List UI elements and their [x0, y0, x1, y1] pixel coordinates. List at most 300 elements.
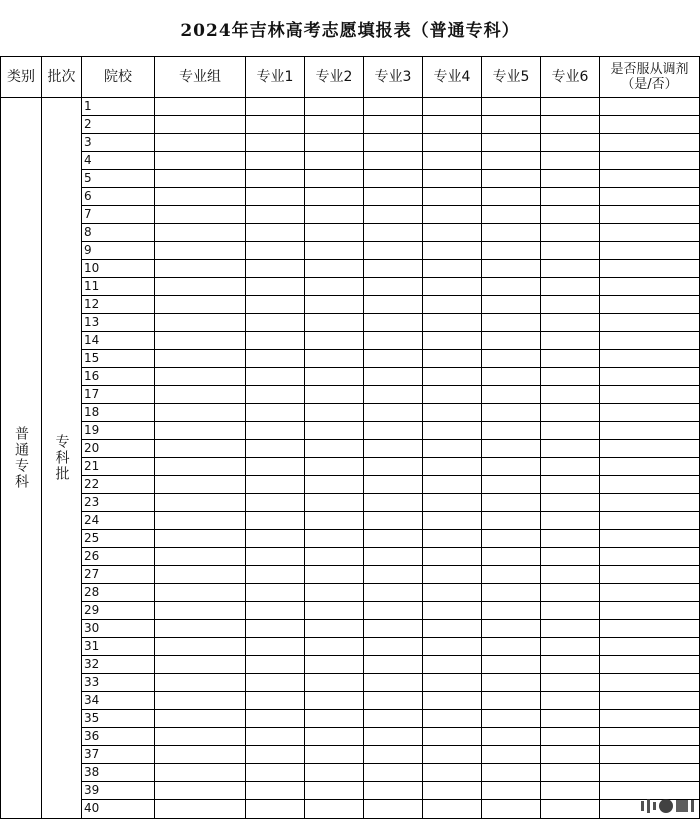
adjust-cell[interactable] [600, 170, 700, 188]
major5-cell[interactable] [482, 458, 541, 476]
adjust-cell[interactable] [600, 494, 700, 512]
school-cell[interactable] [82, 278, 155, 296]
major5-cell[interactable] [482, 674, 541, 692]
major4-cell[interactable] [423, 728, 482, 746]
major2-cell[interactable] [305, 656, 364, 674]
major4-cell[interactable] [423, 188, 482, 206]
major3-cell[interactable] [364, 332, 423, 350]
major1-cell[interactable] [246, 98, 305, 116]
major6-cell[interactable] [541, 314, 600, 332]
major3-cell[interactable] [364, 602, 423, 620]
major2-cell[interactable] [305, 782, 364, 800]
major3-cell[interactable] [364, 674, 423, 692]
major2-cell[interactable] [305, 494, 364, 512]
adjust-cell[interactable] [600, 638, 700, 656]
major2-cell[interactable] [305, 368, 364, 386]
major4-cell[interactable] [423, 98, 482, 116]
major3-cell[interactable] [364, 566, 423, 584]
major3-cell[interactable] [364, 368, 423, 386]
major1-cell[interactable] [246, 422, 305, 440]
major2-cell[interactable] [305, 548, 364, 566]
major6-cell[interactable] [541, 692, 600, 710]
school-cell[interactable] [82, 116, 155, 134]
major6-cell[interactable] [541, 404, 600, 422]
major6-cell[interactable] [541, 368, 600, 386]
major6-cell[interactable] [541, 386, 600, 404]
major1-cell[interactable] [246, 404, 305, 422]
adjust-cell[interactable] [600, 764, 700, 782]
major2-cell[interactable] [305, 188, 364, 206]
adjust-cell[interactable] [600, 404, 700, 422]
adjust-cell[interactable] [600, 584, 700, 602]
major3-cell[interactable] [364, 350, 423, 368]
major6-cell[interactable] [541, 278, 600, 296]
major5-cell[interactable] [482, 548, 541, 566]
major2-cell[interactable] [305, 116, 364, 134]
major-group-cell[interactable] [155, 764, 246, 782]
major3-cell[interactable] [364, 548, 423, 566]
major2-cell[interactable] [305, 314, 364, 332]
major5-cell[interactable] [482, 584, 541, 602]
school-cell[interactable] [82, 404, 155, 422]
major-group-cell[interactable] [155, 206, 246, 224]
school-cell[interactable] [82, 332, 155, 350]
major3-cell[interactable] [364, 404, 423, 422]
school-cell[interactable] [82, 368, 155, 386]
major5-cell[interactable] [482, 170, 541, 188]
major2-cell[interactable] [305, 332, 364, 350]
major5-cell[interactable] [482, 368, 541, 386]
major4-cell[interactable] [423, 638, 482, 656]
major5-cell[interactable] [482, 224, 541, 242]
major-group-cell[interactable] [155, 134, 246, 152]
major2-cell[interactable] [305, 728, 364, 746]
school-cell[interactable] [82, 350, 155, 368]
major3-cell[interactable] [364, 422, 423, 440]
major4-cell[interactable] [423, 260, 482, 278]
major1-cell[interactable] [246, 314, 305, 332]
major-group-cell[interactable] [155, 368, 246, 386]
major3-cell[interactable] [364, 314, 423, 332]
school-cell[interactable] [82, 206, 155, 224]
major4-cell[interactable] [423, 422, 482, 440]
major2-cell[interactable] [305, 386, 364, 404]
major5-cell[interactable] [482, 422, 541, 440]
school-cell[interactable] [82, 422, 155, 440]
major5-cell[interactable] [482, 152, 541, 170]
major2-cell[interactable] [305, 260, 364, 278]
major4-cell[interactable] [423, 152, 482, 170]
major4-cell[interactable] [423, 674, 482, 692]
major5-cell[interactable] [482, 602, 541, 620]
major-group-cell[interactable] [155, 782, 246, 800]
major4-cell[interactable] [423, 458, 482, 476]
school-cell[interactable] [82, 260, 155, 278]
major-group-cell[interactable] [155, 458, 246, 476]
major5-cell[interactable] [482, 782, 541, 800]
major1-cell[interactable] [246, 530, 305, 548]
major5-cell[interactable] [482, 656, 541, 674]
major5-cell[interactable] [482, 314, 541, 332]
major3-cell[interactable] [364, 638, 423, 656]
major-group-cell[interactable] [155, 620, 246, 638]
major1-cell[interactable] [246, 548, 305, 566]
major4-cell[interactable] [423, 746, 482, 764]
major5-cell[interactable] [482, 530, 541, 548]
major2-cell[interactable] [305, 350, 364, 368]
adjust-cell[interactable] [600, 602, 700, 620]
major2-cell[interactable] [305, 584, 364, 602]
major1-cell[interactable] [246, 170, 305, 188]
major2-cell[interactable] [305, 746, 364, 764]
major2-cell[interactable] [305, 638, 364, 656]
school-cell[interactable] [82, 476, 155, 494]
major6-cell[interactable] [541, 242, 600, 260]
major1-cell[interactable] [246, 350, 305, 368]
major2-cell[interactable] [305, 620, 364, 638]
major-group-cell[interactable] [155, 566, 246, 584]
major6-cell[interactable] [541, 638, 600, 656]
major5-cell[interactable] [482, 206, 541, 224]
major6-cell[interactable] [541, 224, 600, 242]
major5-cell[interactable] [482, 746, 541, 764]
major5-cell[interactable] [482, 620, 541, 638]
major3-cell[interactable] [364, 188, 423, 206]
major1-cell[interactable] [246, 710, 305, 728]
adjust-cell[interactable] [600, 98, 700, 116]
major5-cell[interactable] [482, 440, 541, 458]
major5-cell[interactable] [482, 710, 541, 728]
school-cell[interactable] [82, 224, 155, 242]
school-cell[interactable] [82, 458, 155, 476]
major6-cell[interactable] [541, 260, 600, 278]
major6-cell[interactable] [541, 620, 600, 638]
major2-cell[interactable] [305, 458, 364, 476]
major3-cell[interactable] [364, 710, 423, 728]
school-cell[interactable] [82, 98, 155, 116]
major3-cell[interactable] [364, 764, 423, 782]
major2-cell[interactable] [305, 224, 364, 242]
major4-cell[interactable] [423, 710, 482, 728]
school-cell[interactable] [82, 800, 155, 819]
major4-cell[interactable] [423, 782, 482, 800]
major3-cell[interactable] [364, 116, 423, 134]
major6-cell[interactable] [541, 98, 600, 116]
major1-cell[interactable] [246, 188, 305, 206]
major3-cell[interactable] [364, 296, 423, 314]
adjust-cell[interactable] [600, 656, 700, 674]
major3-cell[interactable] [364, 170, 423, 188]
adjust-cell[interactable] [600, 674, 700, 692]
major-group-cell[interactable] [155, 692, 246, 710]
major-group-cell[interactable] [155, 422, 246, 440]
major-group-cell[interactable] [155, 530, 246, 548]
adjust-cell[interactable] [600, 620, 700, 638]
major6-cell[interactable] [541, 458, 600, 476]
major6-cell[interactable] [541, 656, 600, 674]
adjust-cell[interactable] [600, 422, 700, 440]
major2-cell[interactable] [305, 674, 364, 692]
adjust-cell[interactable] [600, 692, 700, 710]
major3-cell[interactable] [364, 134, 423, 152]
major-group-cell[interactable] [155, 710, 246, 728]
major3-cell[interactable] [364, 152, 423, 170]
major5-cell[interactable] [482, 386, 541, 404]
major-group-cell[interactable] [155, 314, 246, 332]
major6-cell[interactable] [541, 188, 600, 206]
school-cell[interactable] [82, 638, 155, 656]
major3-cell[interactable] [364, 746, 423, 764]
adjust-cell[interactable] [600, 224, 700, 242]
major-group-cell[interactable] [155, 98, 246, 116]
adjust-cell[interactable] [600, 386, 700, 404]
major6-cell[interactable] [541, 494, 600, 512]
school-cell[interactable] [82, 530, 155, 548]
school-cell[interactable] [82, 170, 155, 188]
major-group-cell[interactable] [155, 188, 246, 206]
major-group-cell[interactable] [155, 512, 246, 530]
major3-cell[interactable] [364, 530, 423, 548]
school-cell[interactable] [82, 296, 155, 314]
major1-cell[interactable] [246, 602, 305, 620]
major2-cell[interactable] [305, 278, 364, 296]
school-cell[interactable] [82, 512, 155, 530]
adjust-cell[interactable] [600, 512, 700, 530]
major-group-cell[interactable] [155, 584, 246, 602]
major1-cell[interactable] [246, 638, 305, 656]
major4-cell[interactable] [423, 620, 482, 638]
major-group-cell[interactable] [155, 386, 246, 404]
major-group-cell[interactable] [155, 404, 246, 422]
major3-cell[interactable] [364, 386, 423, 404]
major4-cell[interactable] [423, 602, 482, 620]
major4-cell[interactable] [423, 566, 482, 584]
major1-cell[interactable] [246, 116, 305, 134]
major6-cell[interactable] [541, 530, 600, 548]
major3-cell[interactable] [364, 656, 423, 674]
major6-cell[interactable] [541, 602, 600, 620]
major6-cell[interactable] [541, 710, 600, 728]
adjust-cell[interactable] [600, 350, 700, 368]
major5-cell[interactable] [482, 116, 541, 134]
major1-cell[interactable] [246, 152, 305, 170]
major-group-cell[interactable] [155, 746, 246, 764]
major3-cell[interactable] [364, 476, 423, 494]
major-group-cell[interactable] [155, 674, 246, 692]
major5-cell[interactable] [482, 332, 541, 350]
major6-cell[interactable] [541, 728, 600, 746]
major6-cell[interactable] [541, 170, 600, 188]
major3-cell[interactable] [364, 242, 423, 260]
major3-cell[interactable] [364, 512, 423, 530]
adjust-cell[interactable] [600, 440, 700, 458]
major4-cell[interactable] [423, 386, 482, 404]
major2-cell[interactable] [305, 530, 364, 548]
major5-cell[interactable] [482, 296, 541, 314]
major3-cell[interactable] [364, 692, 423, 710]
major3-cell[interactable] [364, 98, 423, 116]
major6-cell[interactable] [541, 476, 600, 494]
major3-cell[interactable] [364, 782, 423, 800]
major6-cell[interactable] [541, 566, 600, 584]
major2-cell[interactable] [305, 692, 364, 710]
school-cell[interactable] [82, 242, 155, 260]
major1-cell[interactable] [246, 512, 305, 530]
adjust-cell[interactable] [600, 530, 700, 548]
major-group-cell[interactable] [155, 602, 246, 620]
school-cell[interactable] [82, 692, 155, 710]
major5-cell[interactable] [482, 512, 541, 530]
major-group-cell[interactable] [155, 440, 246, 458]
major6-cell[interactable] [541, 116, 600, 134]
major-group-cell[interactable] [155, 548, 246, 566]
school-cell[interactable] [82, 440, 155, 458]
adjust-cell[interactable] [600, 332, 700, 350]
major4-cell[interactable] [423, 512, 482, 530]
major5-cell[interactable] [482, 800, 541, 819]
adjust-cell[interactable] [600, 476, 700, 494]
major3-cell[interactable] [364, 206, 423, 224]
major2-cell[interactable] [305, 476, 364, 494]
major6-cell[interactable] [541, 332, 600, 350]
school-cell[interactable] [82, 494, 155, 512]
major1-cell[interactable] [246, 260, 305, 278]
major-group-cell[interactable] [155, 260, 246, 278]
major1-cell[interactable] [246, 242, 305, 260]
major2-cell[interactable] [305, 242, 364, 260]
major6-cell[interactable] [541, 206, 600, 224]
major-group-cell[interactable] [155, 656, 246, 674]
major4-cell[interactable] [423, 800, 482, 819]
school-cell[interactable] [82, 134, 155, 152]
major-group-cell[interactable] [155, 116, 246, 134]
major2-cell[interactable] [305, 206, 364, 224]
major5-cell[interactable] [482, 98, 541, 116]
adjust-cell[interactable] [600, 458, 700, 476]
major4-cell[interactable] [423, 296, 482, 314]
school-cell[interactable] [82, 386, 155, 404]
major4-cell[interactable] [423, 170, 482, 188]
major1-cell[interactable] [246, 584, 305, 602]
major1-cell[interactable] [246, 728, 305, 746]
school-cell[interactable] [82, 152, 155, 170]
adjust-cell[interactable] [600, 296, 700, 314]
adjust-cell[interactable] [600, 206, 700, 224]
major5-cell[interactable] [482, 692, 541, 710]
major-group-cell[interactable] [155, 494, 246, 512]
major4-cell[interactable] [423, 116, 482, 134]
major6-cell[interactable] [541, 152, 600, 170]
adjust-cell[interactable] [600, 242, 700, 260]
major1-cell[interactable] [246, 278, 305, 296]
school-cell[interactable] [82, 620, 155, 638]
major4-cell[interactable] [423, 548, 482, 566]
major1-cell[interactable] [246, 674, 305, 692]
major-group-cell[interactable] [155, 152, 246, 170]
major4-cell[interactable] [423, 692, 482, 710]
major2-cell[interactable] [305, 710, 364, 728]
adjust-cell[interactable] [600, 728, 700, 746]
major3-cell[interactable] [364, 440, 423, 458]
major5-cell[interactable] [482, 242, 541, 260]
major4-cell[interactable] [423, 530, 482, 548]
major6-cell[interactable] [541, 296, 600, 314]
major3-cell[interactable] [364, 800, 423, 819]
major1-cell[interactable] [246, 566, 305, 584]
major2-cell[interactable] [305, 566, 364, 584]
major4-cell[interactable] [423, 314, 482, 332]
major3-cell[interactable] [364, 278, 423, 296]
major3-cell[interactable] [364, 494, 423, 512]
major5-cell[interactable] [482, 476, 541, 494]
major2-cell[interactable] [305, 440, 364, 458]
major2-cell[interactable] [305, 602, 364, 620]
major6-cell[interactable] [541, 584, 600, 602]
adjust-cell[interactable] [600, 782, 700, 800]
major6-cell[interactable] [541, 674, 600, 692]
major1-cell[interactable] [246, 692, 305, 710]
major6-cell[interactable] [541, 764, 600, 782]
major6-cell[interactable] [541, 422, 600, 440]
major4-cell[interactable] [423, 278, 482, 296]
major5-cell[interactable] [482, 404, 541, 422]
major-group-cell[interactable] [155, 332, 246, 350]
school-cell[interactable] [82, 314, 155, 332]
major6-cell[interactable] [541, 440, 600, 458]
major6-cell[interactable] [541, 512, 600, 530]
school-cell[interactable] [82, 188, 155, 206]
major-group-cell[interactable] [155, 728, 246, 746]
major1-cell[interactable] [246, 332, 305, 350]
major6-cell[interactable] [541, 134, 600, 152]
adjust-cell[interactable] [600, 278, 700, 296]
major-group-cell[interactable] [155, 296, 246, 314]
major1-cell[interactable] [246, 458, 305, 476]
major2-cell[interactable] [305, 98, 364, 116]
major4-cell[interactable] [423, 584, 482, 602]
major1-cell[interactable] [246, 224, 305, 242]
adjust-cell[interactable] [600, 566, 700, 584]
school-cell[interactable] [82, 728, 155, 746]
major4-cell[interactable] [423, 242, 482, 260]
adjust-cell[interactable] [600, 710, 700, 728]
major1-cell[interactable] [246, 746, 305, 764]
major-group-cell[interactable] [155, 170, 246, 188]
school-cell[interactable] [82, 602, 155, 620]
major4-cell[interactable] [423, 206, 482, 224]
adjust-cell[interactable] [600, 260, 700, 278]
major1-cell[interactable] [246, 440, 305, 458]
major4-cell[interactable] [423, 764, 482, 782]
major-group-cell[interactable] [155, 476, 246, 494]
major1-cell[interactable] [246, 368, 305, 386]
adjust-cell[interactable] [600, 746, 700, 764]
major2-cell[interactable] [305, 170, 364, 188]
major3-cell[interactable] [364, 458, 423, 476]
school-cell[interactable] [82, 566, 155, 584]
school-cell[interactable] [82, 710, 155, 728]
major1-cell[interactable] [246, 134, 305, 152]
major5-cell[interactable] [482, 728, 541, 746]
major5-cell[interactable] [482, 566, 541, 584]
major2-cell[interactable] [305, 512, 364, 530]
major5-cell[interactable] [482, 350, 541, 368]
major6-cell[interactable] [541, 800, 600, 819]
major5-cell[interactable] [482, 188, 541, 206]
major-group-cell[interactable] [155, 800, 246, 819]
major3-cell[interactable] [364, 584, 423, 602]
major3-cell[interactable] [364, 620, 423, 638]
